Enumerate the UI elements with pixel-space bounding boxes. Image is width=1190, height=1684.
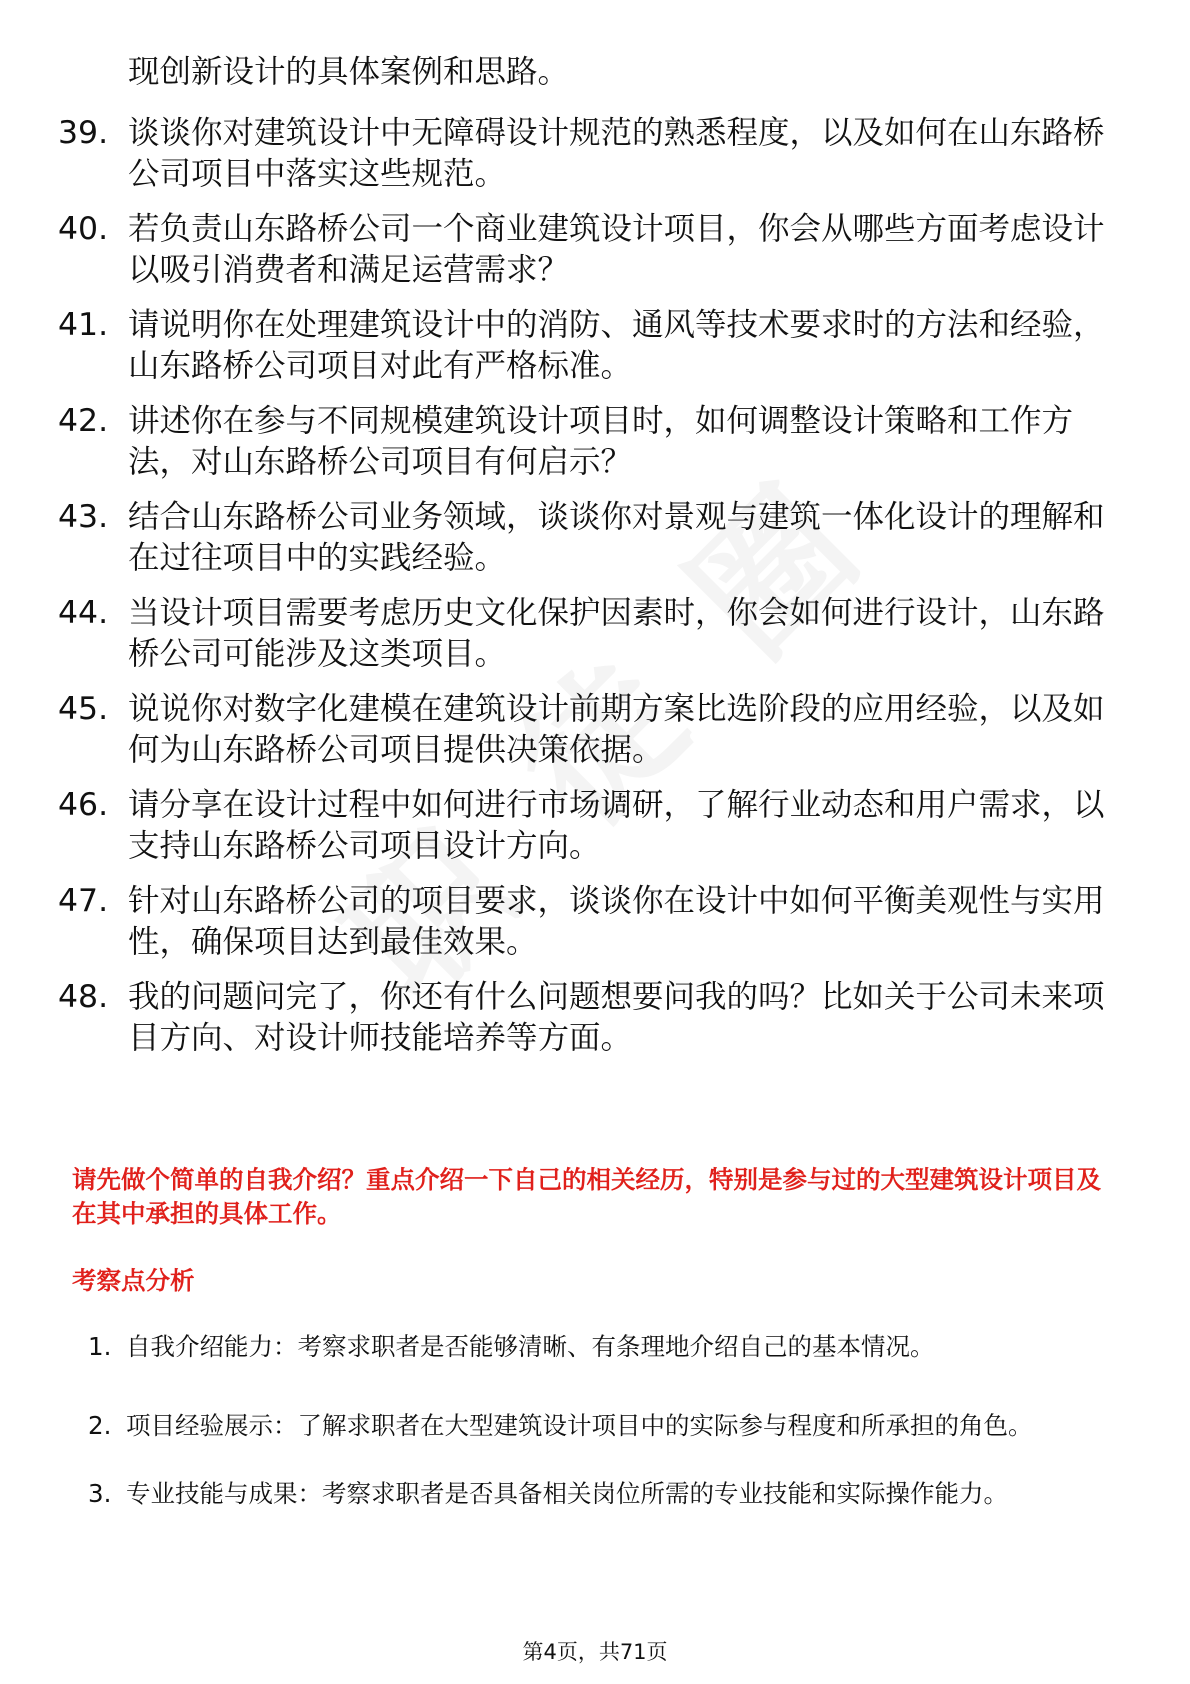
question-item xyxy=(58,497,1118,579)
analysis-number: 1. xyxy=(88,1332,112,1361)
continuation-text: 现创新设计的具体案例和思路。 xyxy=(128,54,570,90)
analysis-number: 3. xyxy=(88,1479,112,1508)
analysis-item xyxy=(88,1330,1118,1364)
question-text: 请分享在设计过程中如何进行市场调研，了解行业动态和用户需求，以支持山东路桥公司项目设计方向。 xyxy=(128,787,1105,864)
question-item xyxy=(58,401,1118,483)
question-text: 若负责山东路桥公司一个商业建筑设计项目，你会从哪些方面考虑设计以吸引消费者和满足运营需求？ xyxy=(128,211,1105,288)
question-item xyxy=(58,305,1118,387)
question-number: 43. xyxy=(58,499,109,535)
question-item xyxy=(58,209,1118,291)
highlight-question: 请先做个简单的自我介绍？重点介绍一下自己的相关经历，特别是参与过的大型建筑设计项目及在其中承担的具体工作。 xyxy=(72,1165,1101,1228)
question-number: 41. xyxy=(58,307,109,343)
analysis-number: 2. xyxy=(88,1411,112,1440)
section-title: 考察点分析 xyxy=(72,1266,195,1295)
question-number: 47. xyxy=(58,883,109,919)
question-text: 讲述你在参与不同规模建筑设计项目时，如何调整设计策略和工作方法，对山东路桥公司项目有何启示？ xyxy=(128,403,1074,480)
question-item xyxy=(58,881,1118,963)
question-item xyxy=(58,593,1118,675)
question-item xyxy=(58,113,1118,195)
question-text: 针对山东路桥公司的项目要求，谈谈你在设计中如何平衡美观性与实用性，确保项目达到最佳效果。 xyxy=(128,883,1105,960)
question-text: 结合山东路桥公司业务领域，谈谈你对景观与建筑一体化设计的理解和在过往项目中的实践经验。 xyxy=(128,499,1105,576)
analysis-item xyxy=(88,1464,1118,1524)
analysis-text: 项目经验展示：了解求职者在大型建筑设计项目中的实际参与程度和所承担的角色。 xyxy=(126,1411,1033,1440)
analysis-text: 专业技能与成果：考察求职者是否具备相关岗位所需的专业技能和实际操作能力。 xyxy=(126,1479,1008,1508)
question-item xyxy=(58,689,1118,771)
question-number: 45. xyxy=(58,691,109,727)
question-item xyxy=(58,977,1118,1059)
question-list xyxy=(58,113,1118,1073)
question-text: 说说你对数字化建模在建筑设计前期方案比选阶段的应用经验，以及如何为山东路桥公司项目提供决策依据。 xyxy=(128,691,1105,768)
analysis-text: 自我介绍能力：考察求职者是否能够清晰、有条理地介绍自己的基本情况。 xyxy=(126,1332,935,1361)
page-footer: 第4页，共71页 xyxy=(522,1640,668,1664)
question-text: 我的问题问完了，你还有什么问题想要问我的吗？比如关于公司未来项目方向、对设计师技能培养等方面。 xyxy=(128,979,1105,1056)
question-number: 48. xyxy=(58,979,109,1015)
analysis-item xyxy=(88,1396,1118,1456)
question-number: 39. xyxy=(58,115,109,151)
question-text: 当设计项目需要考虑历史文化保护因素时，你会如何进行设计，山东路桥公司可能涉及这类项目。 xyxy=(128,595,1105,672)
analysis-list xyxy=(88,1330,1118,1532)
question-number: 44. xyxy=(58,595,109,631)
question-number: 46. xyxy=(58,787,109,823)
question-number: 42. xyxy=(58,403,109,439)
question-text: 请说明你在处理建筑设计中的消防、通风等技术要求时的方法和经验，山东路桥公司项目对此有严格标准。 xyxy=(128,307,1105,384)
question-text: 谈谈你对建筑设计中无障碍设计规范的熟悉程度，以及如何在山东路桥公司项目中落实这些规范。 xyxy=(128,115,1105,192)
question-item xyxy=(58,785,1118,867)
question-number: 40. xyxy=(58,211,109,247)
